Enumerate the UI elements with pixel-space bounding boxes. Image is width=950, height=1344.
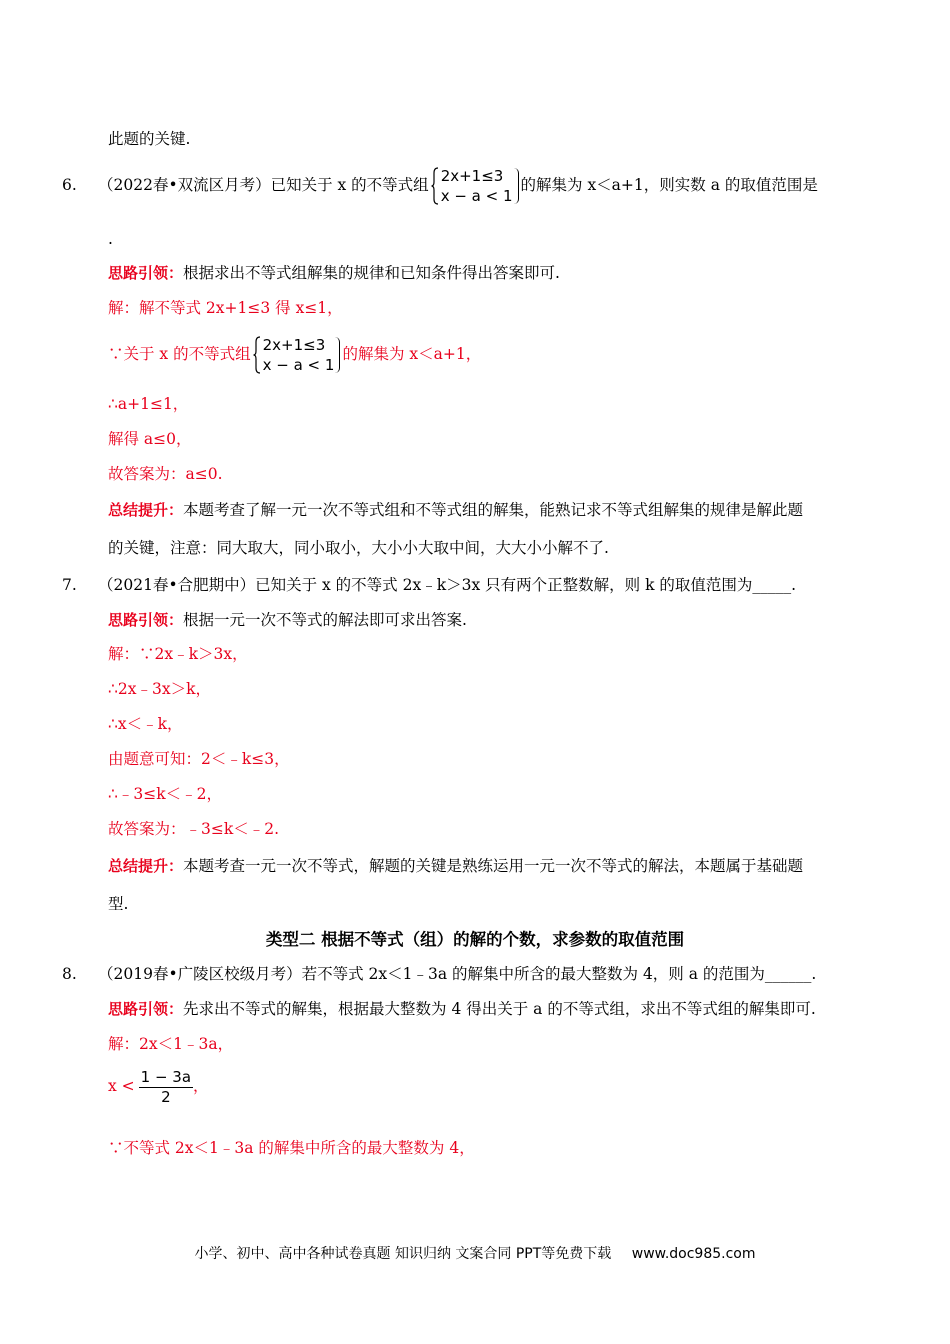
text-line: . [108, 230, 113, 248]
left-brace-icon [431, 167, 439, 205]
footer-text: 小学、初中、高中各种试卷真题 知识归纳 文案合同 PPT等免费下载 [194, 1246, 612, 1262]
solution-line: 由题意可知：2＜﹣k≤3， [108, 750, 290, 768]
question-6 [98, 163, 818, 207]
fraction [139, 1068, 193, 1107]
solution-text: x < [108, 1077, 135, 1095]
question-8: （2019春•广陵区校级月考）若不等式 2x＜1﹣3a 的解集中所含的最大整数为 4，则 a 的范围为______. [98, 965, 817, 983]
solution-line: ∵不等式 2x＜1﹣3a 的解集中所含的最大整数为 4， [108, 1139, 475, 1157]
inequality-system [253, 335, 341, 375]
hint-line [108, 262, 560, 284]
summary-text: 本题考查了解一元一次不等式组和不等式组的解集，能熟记求不等式组解集的规律是解此题 [183, 501, 804, 519]
solution-line: 解：2x＜1﹣3a， [108, 1035, 234, 1053]
question-text: （2022春•双流区月考）已知关于 x 的不等式组 [98, 176, 429, 194]
solution-line: 解：∵2x﹣k＞3x， [108, 645, 248, 663]
system-row: x − a < 1 [440, 187, 513, 205]
solution-line: 故答案为：a≤0. [108, 465, 223, 483]
solution-line: ∴﹣3≤k＜﹣2， [108, 785, 222, 803]
hint-text: 根据求出不等式组解集的规律和已知条件得出答案即可. [183, 264, 560, 282]
solution-line: ∴2x﹣3x＞k， [108, 680, 211, 698]
system-row: 2x+1≤3 [262, 336, 326, 354]
text-line: 此题的关键. [108, 130, 191, 148]
hint-text: 先求出不等式的解集，根据最大整数为 4 得出关于 a 的不等式组，求出不等式组的解集即可. [183, 1000, 816, 1018]
solution-line: 故答案为：﹣3≤k＜﹣2. [108, 820, 280, 838]
question-number: 6. [62, 176, 77, 194]
fraction-denominator: 2 [161, 1087, 171, 1106]
summary-line: 的关键，注意：同大取大，同小取小，大小小大取中间，大大小小解不了. [108, 539, 609, 557]
solution-text: ， [193, 1077, 209, 1095]
right-bracket [335, 337, 340, 373]
solution-line: 解：解不等式 2x+1≤3 得 x≤1， [108, 299, 343, 317]
summary-line [108, 855, 803, 877]
solution-text: 的解集为 x＜a+1， [342, 345, 482, 363]
section-heading: 类型二 根据不等式（组）的解的个数，求参数的取值范围 [265, 930, 685, 949]
footer-link[interactable]: www.doc985.com [631, 1246, 756, 1262]
summary-text: 本题考查一元一次不等式，解题的关键是熟练运用一元一次不等式的解法，本题属于基础题 [183, 857, 804, 875]
summary-line [108, 499, 803, 521]
summary-label: 总结提升： [108, 857, 184, 875]
page-footer [0, 1243, 950, 1263]
hint-label: 思路引领： [108, 264, 184, 282]
right-bracket [514, 168, 519, 204]
solution-line: ∴x＜﹣k， [108, 715, 183, 733]
system-row: x − a < 1 [262, 356, 335, 374]
solution-text: ∵关于 x 的不等式组 [108, 345, 251, 363]
question-7: （2021春•合肥期中）已知关于 x 的不等式 2x﹣k＞3x 只有两个正整数解，则 k 的取值范围为_____. [98, 576, 797, 594]
fraction-numerator: 1 − 3a [140, 1067, 192, 1086]
hint-label: 思路引领： [108, 611, 184, 629]
question-number: 8. [62, 965, 77, 983]
system-row: 2x+1≤3 [440, 167, 504, 185]
summary-label: 总结提升： [108, 501, 184, 519]
hint-line [108, 998, 816, 1020]
question-number: 7. [62, 576, 77, 594]
inequality-system [431, 166, 519, 206]
question-text: 的解集为 x＜a+1，则实数 a 的取值范围是 [520, 176, 818, 194]
hint-line [108, 609, 467, 631]
hint-label: 思路引领： [108, 1000, 184, 1018]
left-brace-icon [253, 336, 261, 374]
solution-line [108, 332, 481, 376]
solution-line: 解得 a≤0， [108, 430, 192, 448]
solution-line [108, 1064, 209, 1108]
summary-line: 型. [108, 895, 129, 913]
solution-line: ∴a+1≤1， [108, 395, 189, 413]
hint-text: 根据一元一次不等式的解法即可求出答案. [183, 611, 467, 629]
